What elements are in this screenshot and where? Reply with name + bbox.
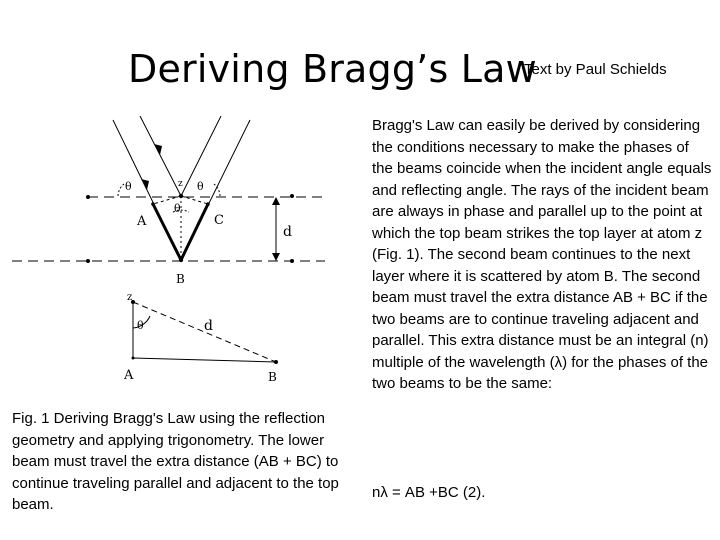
z-label: z [178, 179, 183, 189]
segment-bc [181, 204, 208, 260]
incident-arrow-top [154, 144, 162, 155]
atom-bottom-left [86, 259, 90, 263]
angle-arc-left [118, 184, 124, 196]
point-c-label: C [214, 213, 224, 228]
atom-top-right [290, 194, 294, 198]
inset-base [133, 358, 276, 362]
bragg-equation: nλ = AB +BC (2). [372, 484, 486, 501]
inset-b-label: B [268, 370, 277, 384]
point-a-label: A [137, 214, 147, 229]
inset-z-label: z [127, 292, 133, 303]
inset-point-a [132, 357, 135, 360]
spacing-arrow-top-head [272, 197, 280, 205]
author-credit: Text by Paul Schields [524, 61, 667, 78]
point-b-label: B [176, 272, 185, 286]
atom-b [179, 258, 183, 262]
atom-z [179, 194, 183, 198]
angle-arc-right [214, 184, 220, 196]
point-a-dot [151, 202, 155, 206]
inset-theta-label: θ [137, 319, 144, 332]
inset-d-label: d [204, 318, 213, 334]
spacing-arrow-bottom-head [272, 253, 280, 261]
body-paragraph: Bragg's Law can easily be derived by considering the conditions necessary to make the phases of the beams coincide when the incident angle equals and reflecting angle. The rays of the incident beam are always in phase and parallel up to the point at which the top beam strikes the top layer at atom z (Fig. 1). The second beam continues to the next layer where it is scattered by atom B. The second beam must travel the extra distance AB + BC if the two beams are to continue traveling adjacent and parallel. This extra distance must be an integral (n) multiple of the wavelength (λ) for the phases of the two beams to be the same: [372, 117, 712, 392]
incident-arrow-bottom [141, 179, 149, 190]
theta-label-center: θ [174, 202, 181, 215]
bragg-diagram [0, 100, 340, 390]
inset-a-label: A [124, 368, 134, 383]
theta-label-left: θ [125, 180, 132, 193]
point-c-dot [206, 202, 210, 206]
spacing-d-label: d [283, 224, 292, 240]
slide-title: Deriving Bragg’s Law [128, 47, 537, 91]
inset-atom-b [274, 360, 278, 364]
atom-top-left [86, 195, 90, 199]
atom-bottom-right [290, 259, 294, 263]
theta-label-right: θ [197, 180, 204, 193]
figure-caption: Fig. 1 Deriving Bragg's Law using the reflection geometry and applying trigonometry. The lower beam must travel the extra distance (AB + BC) to continue traveling parallel and adjacent to the top beam. [12, 410, 339, 513]
